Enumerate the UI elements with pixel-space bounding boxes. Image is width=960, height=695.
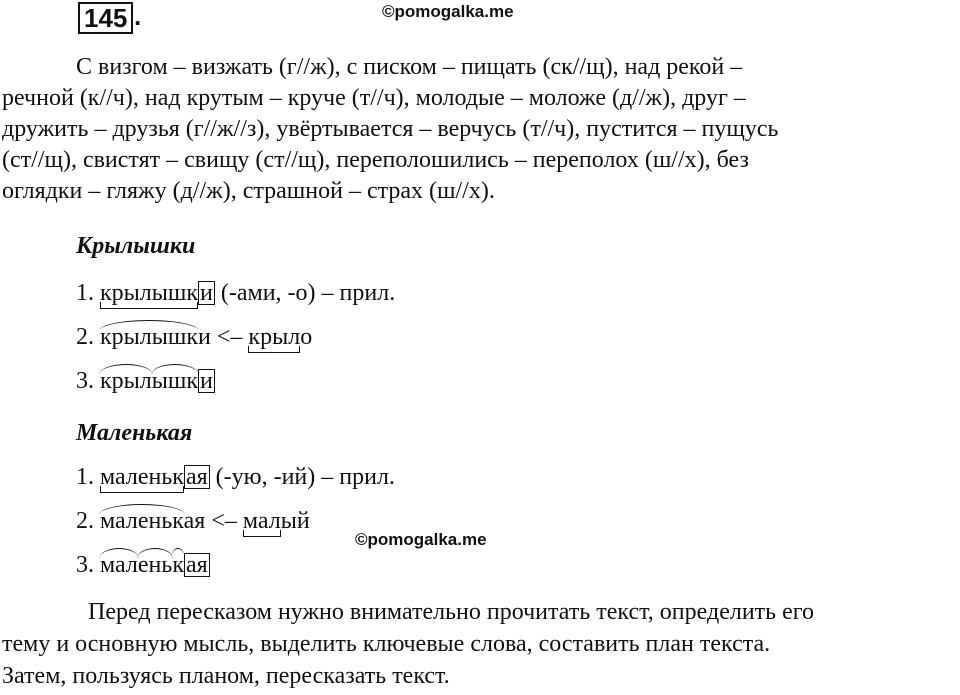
item-number: 3. — [76, 368, 94, 394]
krylyshki-item-1 — [76, 278, 395, 308]
heading-krylyshki: Крылышки — [76, 233, 196, 259]
forms-and-part-of-speech: (-ую, -ий) – прил. — [215, 464, 395, 490]
paragraph-line: Затем, пользуясь планом, пересказать текст. — [2, 663, 450, 689]
paragraph-line: тему и основную мысль, выделить ключевые слова, составить план текста. — [2, 631, 771, 657]
word-ending: ая — [186, 552, 208, 578]
krylyshki-item-2 — [76, 322, 312, 352]
derived-word-base: маленьк — [100, 508, 184, 534]
source-word-ending: ый — [280, 508, 310, 534]
krylyshki-item-3 — [76, 366, 215, 396]
task-number: 145 — [78, 2, 133, 34]
word-ending: ая — [185, 464, 208, 490]
word-base: крылышк — [100, 280, 199, 306]
derived-word-ending: и — [198, 324, 211, 350]
paragraph-line: С визгом – визжать (г//ж), с писком – пищать (ск//щ), над рекой – — [76, 54, 743, 80]
item-number: 2. — [76, 508, 94, 534]
malenkaya-item-2 — [76, 506, 310, 536]
word-root: крыл — [100, 368, 152, 394]
derived-word-base: крылышк — [100, 324, 199, 350]
task-number-dot: . — [134, 1, 142, 31]
heading-malenkaya: Маленькая — [76, 420, 193, 446]
source-word-ending: о — [300, 324, 313, 350]
paragraph-line: речной (к//ч), над крутым – круче (т//ч), молодые – моложе (д//ж), друг – — [2, 85, 746, 111]
word-ending: и — [200, 280, 213, 306]
source-word-base: крыл — [248, 324, 301, 350]
item-number: 1. — [76, 464, 94, 490]
word-root: мал — [100, 552, 138, 578]
forms-and-part-of-speech: (-ами, -о) – прил. — [220, 280, 396, 306]
paragraph-line: (ст//щ), свистят – свищу (ст//щ), переполошились – переполох (ш//х), без — [2, 147, 749, 173]
derivation-arrow: <– — [211, 508, 237, 534]
item-number: 3. — [76, 552, 94, 578]
paragraph-line: Перед пересказом нужно внимательно прочитать текст, определить его — [88, 599, 814, 625]
derivation-arrow: <– — [216, 324, 243, 350]
item-number: 2. — [76, 324, 94, 350]
word-suffix-1: ень — [137, 552, 173, 578]
derived-word-ending: ая — [183, 508, 206, 534]
watermark-middle: ©pomogalka.me — [355, 530, 487, 549]
word-suffix: ышк — [151, 368, 199, 394]
paragraph-line: оглядки – гляжу (д//ж), страшной – страх (ш//х). — [2, 178, 495, 204]
main-paragraph — [2, 52, 957, 207]
final-paragraph — [2, 596, 957, 692]
malenkaya-item-1 — [76, 462, 395, 492]
paragraph-line: дружить – друзья (г//ж//з), увёртывается – верчусь (т//ч), пустится – пущусь — [2, 116, 779, 142]
word-base: маленьк — [100, 464, 184, 490]
source-word-base: мал — [242, 508, 281, 534]
malenkaya-item-3 — [76, 550, 210, 580]
word-ending: и — [200, 368, 213, 394]
item-number: 1. — [76, 280, 94, 306]
watermark-top: ©pomogalka.me — [382, 2, 514, 21]
word-suffix-2: к — [172, 552, 184, 578]
